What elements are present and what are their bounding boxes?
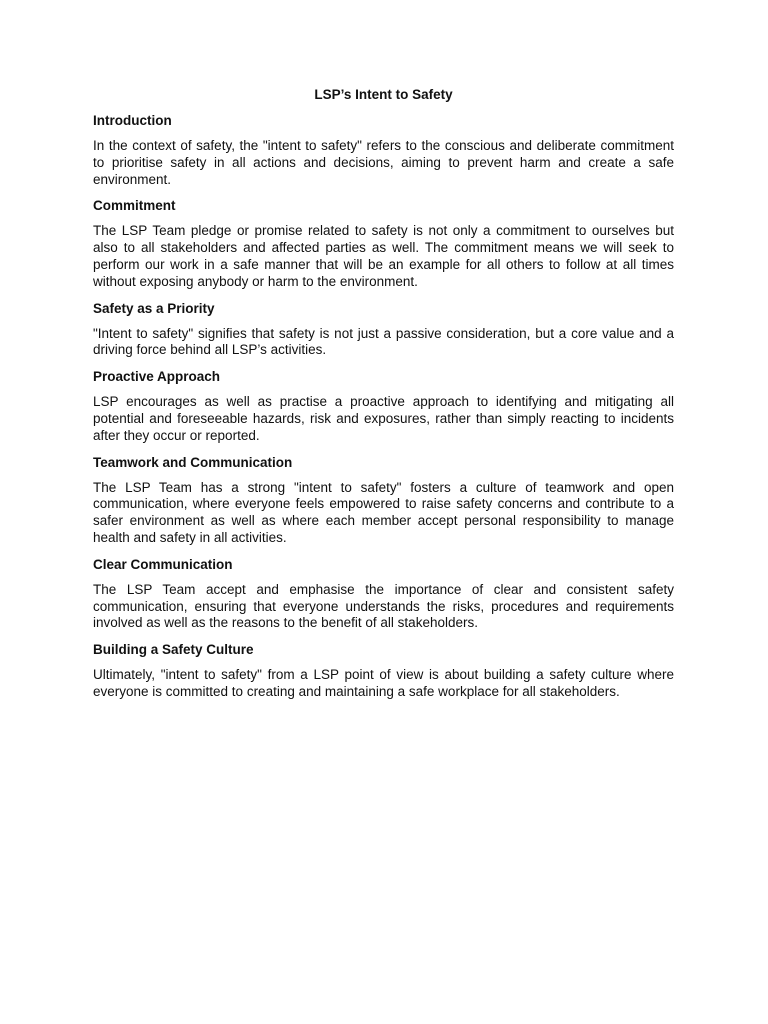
section-heading: Introduction bbox=[93, 113, 172, 128]
section-body: The LSP Team accept and emphasise the importance of clear and consistent safety communication, ensuring that everyone understands the risks, procedures and requirements involved as well as the reasons to the benefit of all stakeholders. bbox=[93, 581, 674, 631]
section-heading: Proactive Approach bbox=[93, 369, 221, 385]
section-body: "Intent to safety" signifies that safety is not just a passive consideration, but a core value and a driving force behind all LSP’s activities. bbox=[93, 325, 674, 358]
section-heading: Clear Communication bbox=[93, 556, 233, 572]
document-page bbox=[93, 86, 674, 710]
section-clear-communication bbox=[93, 556, 674, 632]
section-proactive-approach bbox=[93, 368, 674, 444]
section-heading: Commitment bbox=[93, 198, 176, 214]
section-introduction bbox=[93, 112, 674, 188]
section-heading: Safety as a Priority bbox=[93, 300, 215, 316]
section-teamwork-communication bbox=[93, 454, 674, 547]
section-heading: Building a Safety Culture bbox=[93, 642, 254, 658]
section-body: In the context of safety, the "intent to safety" refers to the conscious and deliberate commitment to prioritise safety in all actions and decisions, aiming to prevent harm and create a safe environment. bbox=[93, 138, 674, 187]
section-body: LSP encourages as well as practise a proactive approach to identifying and mitigating all potential and foreseeable hazards, risk and exposures, rather than simply reacting to incidents after they occur or reported. bbox=[93, 394, 674, 443]
document-title: LSP’s Intent to Safety bbox=[314, 87, 453, 102]
section-safety-priority bbox=[93, 300, 674, 360]
section-body: The LSP Team has a strong "intent to safety" fosters a culture of teamwork and open communication, where everyone feels empowered to raise safety concerns and contribute to a safer environment as well as where each member accept personal responsibility to manage health and safety in all activities. bbox=[93, 479, 674, 545]
section-heading: Teamwork and Communication bbox=[93, 454, 293, 470]
section-body: Ultimately, "intent to safety" from a LSP point of view is about building a safety culture where everyone is committed to creating and maintaining a safe workplace for all stakeholders. bbox=[93, 667, 674, 699]
section-safety-culture bbox=[93, 641, 674, 701]
section-commitment bbox=[93, 197, 674, 290]
section-body: The LSP Team pledge or promise related to safety is not only a commitment to ourselves but also to all stakeholders and affected parties as well. The commitment means we will seek to perform our work in a safe manner that will be an example for all others to follow at all times without exposing anybody or harm to the environment. bbox=[93, 223, 674, 289]
